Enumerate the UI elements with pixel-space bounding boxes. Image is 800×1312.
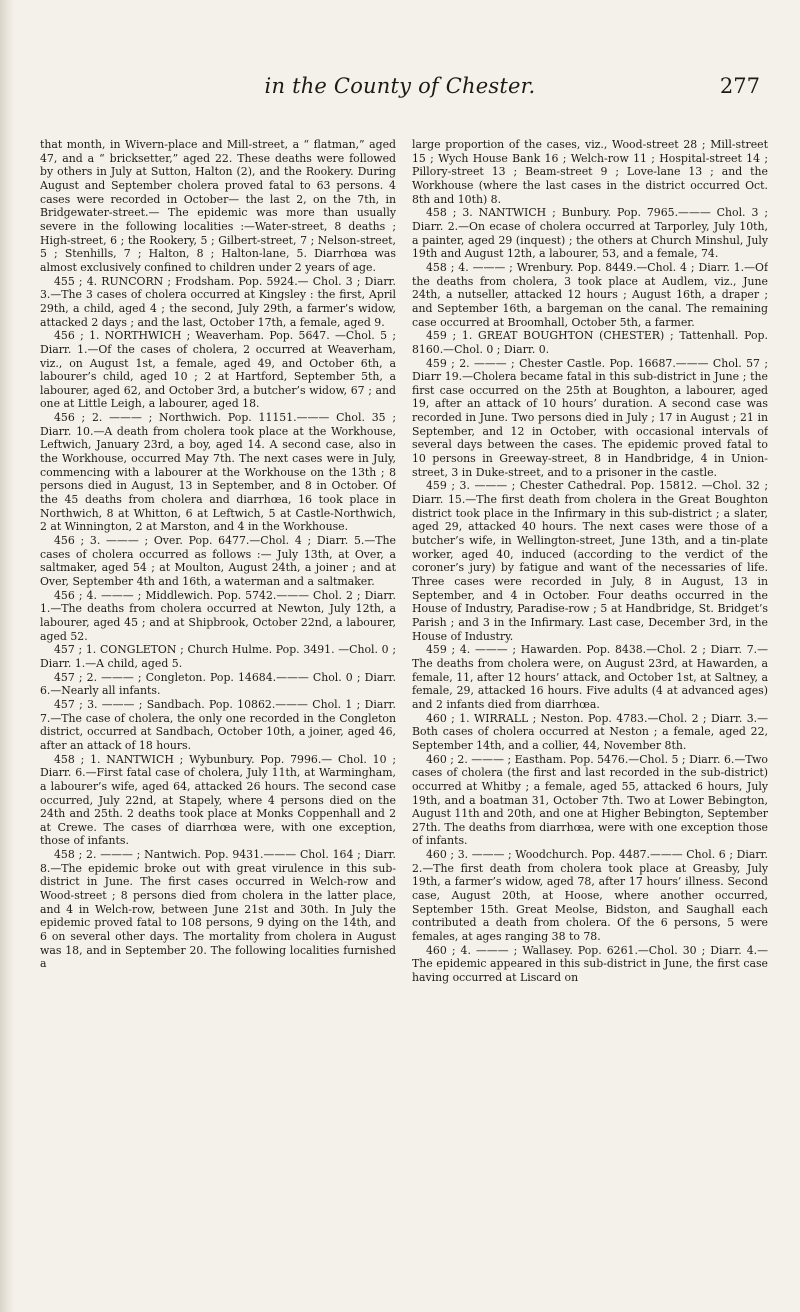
- page-number: 277: [719, 74, 760, 98]
- paragraph: 458 ; 4. ——— ; Wrenbury. Pop. 8449.—Chol. 4 ; Diarr. 1.—Of the deaths from cholera, 3 took place at Audlem, viz., June 24th, a nutseller, attacked 12 hours ; August 16th, a draper ; and September 16th, a bargeman on the canal. The remaining case occurred at Broomhall, October 5th, a farmer.: [412, 260, 768, 329]
- paragraph: 459 ; 4. ——— ; Hawarden. Pop. 8438.—Chol. 2 ; Diarr. 7.—The deaths from cholera were, on August 23rd, at Hawarden, a female, 11, after 12 hours’ attack, and October 1st, at Saltney, a female, 29, attacked 16 hours. Five adults (4 at advanced ages) and 2 infants died from diarrhœa.: [412, 643, 768, 711]
- paragraph: large proportion of the cases, viz., Wood-street 28 ; Mill-street 15 ; Wych House Bank 16 ; Welch-row 11 ; Hospital-street 14 ; Pillory-street 13 ; Beam-street 9 ; Love-lane 13 ; and the Workhouse (where the last cases in the district occurred Oct. 8th and 10th) 8.: [412, 138, 768, 206]
- right-column: [412, 138, 768, 1288]
- paragraph: 459 ; 3. ——— ; Chester Cathedral. Pop. 15812. —Chol. 32 ; Diarr. 15.—The first death from cholera in the Great Boughton district took place in the Infirmary in this sub-district ; a slater, aged 29, attacked 40 hours. The next cases were those of a butcher’s wife, in Wellington-street, June 13th, and a tin-plate worker, aged 40, induced (according to the verdict of the coroner’s jury) by fatigue and want of the necessaries of life. Three cases were recorded in July, 8 in August, 13 in September, and 4 in October. Four deaths occurred in the House of Industry, Paradise-row ; 5 at Handbridge, St. Bridget’s Parish ; and 3 in the Infirmary. Last case, December 3rd, in the House of Industry.: [412, 479, 768, 643]
- paragraph: 460 ; 2. ——— ; Eastham. Pop. 5476.—Chol. 5 ; Diarr. 6.—Two cases of cholera (the first and last recorded in the sub-district) occurred at Whitby ; a female, aged 55, attacked 6 hours, July 19th, and a boatman 31, October 7th. Two at Lower Bebington, August 11th and 20th, and one at Higher Bebington, September 27th. The deaths from diarrhœa, were with one exception those of infants.: [412, 752, 768, 848]
- page-gutter-shadow: [0, 0, 14, 1312]
- paragraph: 456 ; 1. NORTHWICH ; Weaverham. Pop. 5647. —Chol. 5 ; Diarr. 1.—Of the cases of cholera, 2 occurred at Weaverham, viz., on August 1st, a female, aged 49, and October 6th, a labourer’s child, aged 10 ; 2 at Hartford, September 5th, a labourer, aged 62, and October 3rd, a butcher’s widow, 67 ; and one at Little Leigh, a labourer, aged 18.: [40, 329, 396, 411]
- paragraph: 456 ; 2. ——— ; Northwich. Pop. 11151.——— Chol. 35 ; Diarr. 10.—A death from cholera took place at the Workhouse, Leftwich, January 23rd, a boy, aged 14. A second case, also in the Workhouse, occurred May 7th. The next cases were in July, commencing with a labourer at the Workhouse on the 13th ; 8 persons died in August, 13 in September, and 8 in October. Of the 45 deaths from cholera and diarrhœa, 16 took place in Northwich, 8 at Whitton, 6 at Leftwich, 5 at Castle-Northwich, 2 at Winnington, 2 at Marston, and 4 in the Workhouse.: [40, 411, 396, 534]
- paragraph: 456 ; 3. ——— ; Over. Pop. 6477.—Chol. 4 ; Diarr. 5.—The cases of cholera occurred as follows :— July 13th, at Over, a saltmaker, aged 54 ; at Moulton, August 24th, a joiner ; and at Over, September 4th and 16th, a waterman and a saltmaker.: [40, 534, 396, 588]
- paragraph: 457 ; 3. ——— ; Sandbach. Pop. 10862.——— Chol. 1 ; Diarr. 7.—The case of cholera, the only one recorded in the Congleton district, occurred at Sandbach, October 10th, a joiner, aged 46, after an attack of 18 hours.: [40, 697, 396, 752]
- paragraph: 458 ; 1. NANTWICH ; Wybunbury. Pop. 7996.— Chol. 10 ; Diarr. 6.—First fatal case of cholera, July 11th, at Warmingham, a labourer’s wife, aged 64, attacked 26 hours. The second case occurred, July 22nd, at Stapely, where 4 persons died on the 24th and 25th. 2 deaths took place at Monks Coppenhall and 2 at Crewe. The cases of diarrhœa were, with one exception, those of infants.: [40, 752, 396, 848]
- paragraph: 459 ; 1. GREAT BOUGHTON (CHESTER) ; Tattenhall. Pop. 8160.—Chol. 0 ; Diarr. 0.: [412, 329, 768, 356]
- running-title: in the County of Chester.: [264, 74, 536, 98]
- paragraph: 460 ; 3. ——— ; Woodchurch. Pop. 4487.——— Chol. 6 ; Diarr. 2.—The first death from cholera took place at Greasby, July 19th, a farmer’s widow, aged 78, after 17 hours’ illness. Second case, August 20th, at Hoose, where another occurred, September 15th. Great Meolse, Bidston, and Saughall each contributed a death from cholera. Of the 6 persons, 5 were females, at ages ranging 38 to 78.: [412, 848, 768, 944]
- paragraph: 455 ; 4. RUNCORN ; Frodsham. Pop. 5924.— Chol. 3 ; Diarr. 3.—The 3 cases of cholera occurred at Kingsley : the first, April 29th, a child, aged 4 ; the second, July 29th, a farmer’s widow, attacked 2 days ; and the last, October 17th, a female, aged 9.: [40, 274, 396, 329]
- paragraph: 460 ; 4. ——— ; Wallasey. Pop. 6261.—Chol. 30 ; Diarr. 4.—The epidemic appeared in this sub-district in June, the first case having occurred at Liscard on: [412, 943, 768, 985]
- left-column: [40, 138, 396, 1288]
- text-columns: [40, 138, 768, 1288]
- paragraph: 456 ; 4. ——— ; Middlewich. Pop. 5742.——— Chol. 2 ; Diarr. 1.—The deaths from cholera occurred at Newton, July 12th, a labourer, aged 45 ; and at Shipbrook, October 22nd, a labourer, aged 52.: [40, 588, 396, 643]
- paragraph: 460 ; 1. WIRRALL ; Neston. Pop. 4783.—Chol. 2 ; Diarr. 3.—Both cases of cholera occurred at Neston ; a female, aged 22, September 14th, and a collier, 44, November 8th.: [412, 711, 768, 752]
- page-header: [40, 74, 760, 104]
- paragraph: 457 ; 1. CONGLETON ; Church Hulme. Pop. 3491. —Chol. 0 ; Diarr. 1.—A child, aged 5.: [40, 643, 396, 670]
- paragraph: that month, in Wivern-place and Mill-street, a “ flatman,” aged 47, and a “ bricksetter,” aged 22. These deaths were followed by others in July at Sutton, Halton (2), and the Rookery. During August and September cholera proved fatal to 63 persons. 4 cases were recorded in October— the last 2, on the 7th, in Bridgewater-street.— The epidemic was more than usually severe in the following localities :—Water-street, 8 deaths ; High-street, 6 ; the Rookery, 5 ; Gilbert-street, 7 ; Nelson-street, 5 ; Stenhills, 7 ; Halton, 8 ; Halton-lane, 5. Diarrhœa was almost exclusively confined to children under 2 years of age.: [40, 138, 396, 274]
- paragraph: 457 ; 2. ——— ; Congleton. Pop. 14684.——— Chol. 0 ; Diarr. 6.—Nearly all infants.: [40, 670, 396, 698]
- paragraph: 459 ; 2. ——— ; Chester Castle. Pop. 16687.——— Chol. 57 ; Diarr 19.—Cholera became fatal in this sub-district in June ; the first case occurred on the 25th at Boughton, a labourer, aged 19, after an attack of 10 hours’ duration. A second case was recorded in June. Two persons died in July ; 17 in August ; 21 in September, and 12 in October, with occasional intervals of several days between the cases. The epidemic proved fatal to 10 persons in Greeway-street, 8 in Handbridge, 4 in Union-street, 3 in Duke-street, and to a prisoner in the castle.: [412, 356, 768, 479]
- paragraph: 458 ; 3. NANTWICH ; Bunbury. Pop. 7965.——— Chol. 3 ; Diarr. 2.—On ecase of cholera occurred at Tarporley, July 10th, a painter, aged 29 (inquest) ; the others at Church Minshul, July 19th and August 12th, a labourer, 53, and a female, 74.: [412, 206, 768, 261]
- paragraph: 458 ; 2. ——— ; Nantwich. Pop. 9431.——— Chol. 164 ; Diarr. 8.—The epidemic broke out with great virulence in this sub-district in June. The first cases occurred in Welch-row and Wood-street ; 8 persons died from cholera in the latter place, and 4 in Welch-row, between June 21st and 30th. In July the epidemic proved fatal to 108 persons, 9 dying on the 14th, and 6 on several other days. The mortality from cholera in August was 18, and in September 20. The following localities furnished a: [40, 848, 396, 971]
